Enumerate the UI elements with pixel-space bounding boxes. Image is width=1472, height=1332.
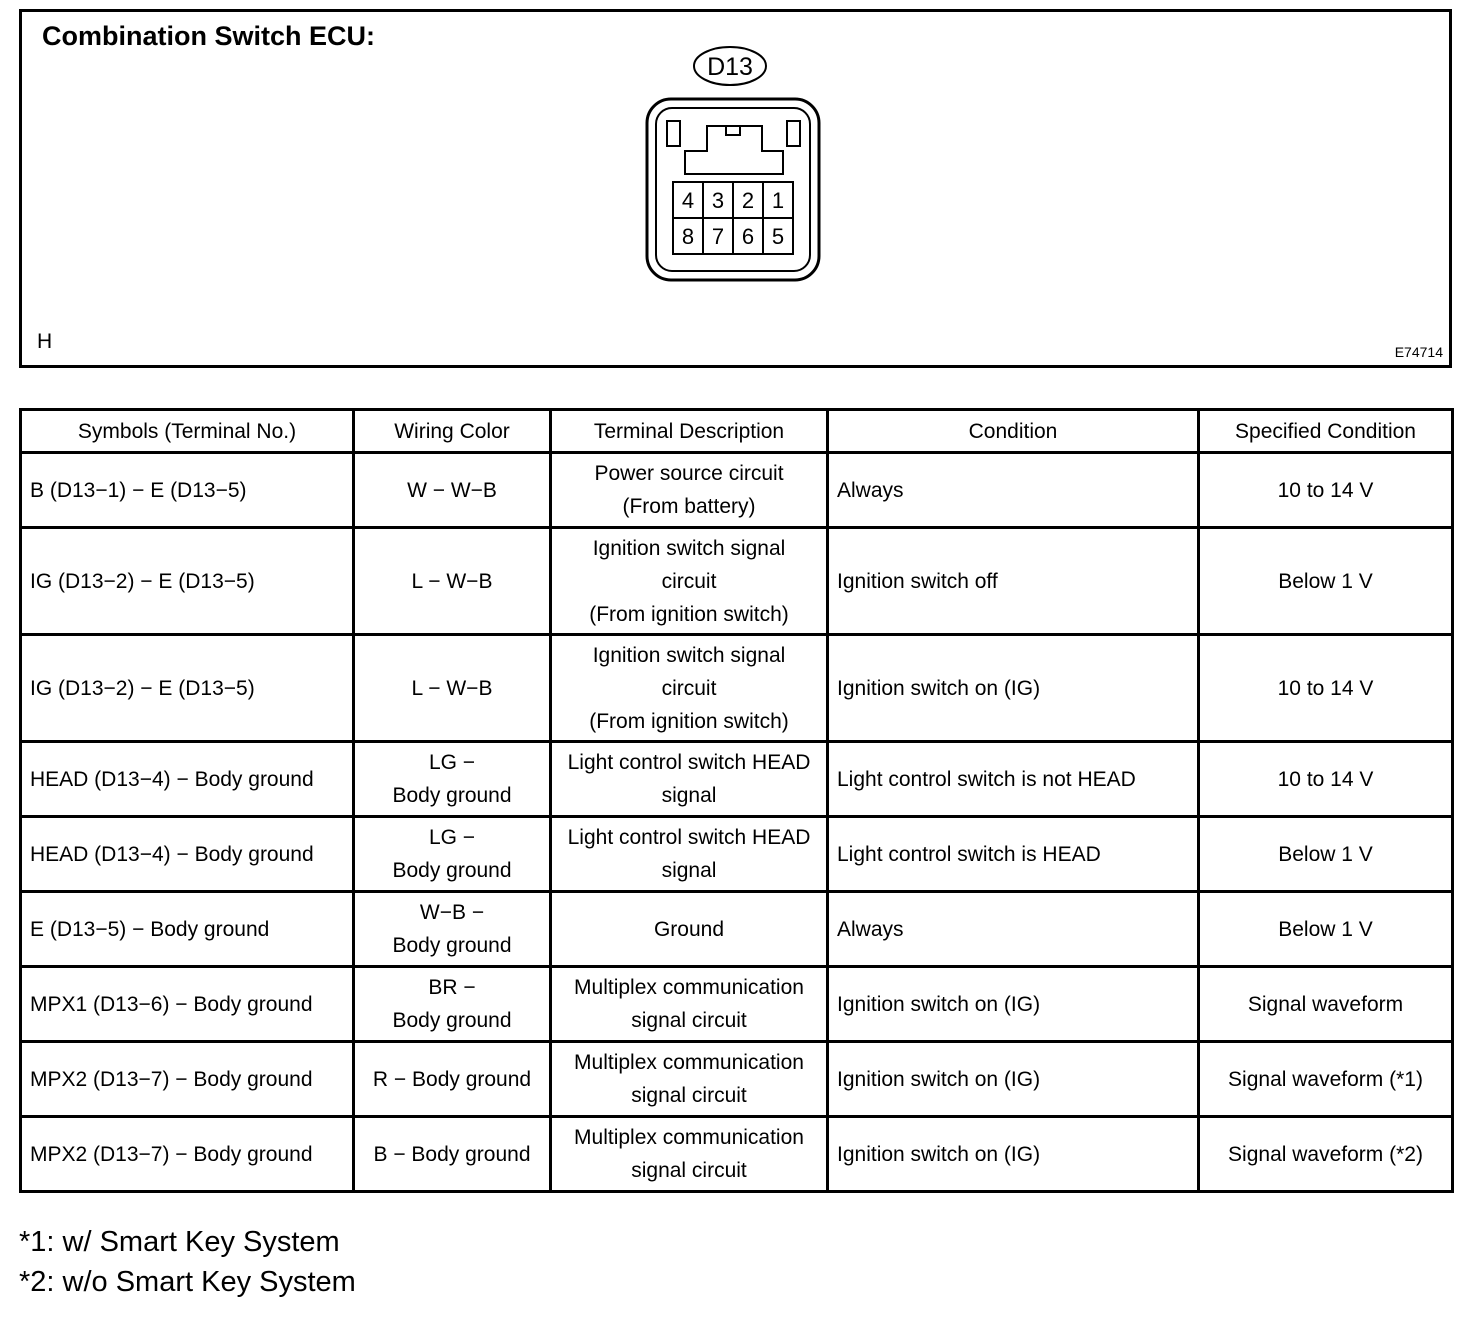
cell-specified-condition: Below 1 V [1199, 528, 1453, 635]
table-header-row [21, 410, 1453, 453]
wiring-line: W − W−B [407, 478, 497, 502]
terminal-number: 1 [771, 188, 785, 213]
cell-specified-condition: Signal waveform (*1) [1199, 1042, 1453, 1117]
table-row [21, 1042, 1453, 1117]
corner-code: H [37, 330, 53, 353]
cell-terminal-description [551, 528, 828, 635]
wiring-line: LG − [428, 826, 476, 849]
table-row [21, 1117, 1453, 1192]
description-line: signal [661, 784, 717, 807]
description-line: signal circuit [631, 1159, 747, 1182]
cell-condition: Ignition switch on (IG) [828, 967, 1199, 1042]
header-specified-condition: Specified Condition [1199, 410, 1453, 453]
cell-condition: Light control switch is not HEAD [828, 742, 1199, 817]
description-line: Ignition switch signal [592, 643, 786, 667]
cell-symbols: MPX2 (D13−7) − Body ground [21, 1117, 354, 1192]
description-line: (From battery) [622, 495, 756, 518]
cell-wiring-color [354, 635, 551, 742]
wiring-line: Body ground [392, 934, 512, 957]
table-body [21, 453, 1453, 1192]
cell-terminal-description [551, 742, 828, 817]
wiring-line: LG − [428, 751, 476, 774]
cell-symbols: HEAD (D13−4) − Body ground [21, 817, 354, 892]
cell-specified-condition: 10 to 14 V [1199, 453, 1453, 528]
description-line: Power source circuit [594, 462, 784, 485]
footnote-2: *2: w/o Smart Key System [19, 1266, 356, 1298]
cell-specified-condition: Below 1 V [1199, 817, 1453, 892]
terminal-number: 7 [711, 224, 725, 249]
terminal-number: 5 [771, 224, 785, 249]
header-wiring-color: Wiring Color [354, 410, 551, 453]
cell-specified-condition: Below 1 V [1199, 892, 1453, 967]
cell-wiring-color [354, 892, 551, 967]
description-line: circuit [661, 676, 717, 700]
table-row [21, 742, 1453, 817]
terminal-number: 6 [741, 224, 755, 249]
cell-wiring-color [354, 1117, 551, 1192]
wiring-line: B − Body ground [373, 1142, 531, 1166]
cell-specified-condition: Signal waveform (*2) [1199, 1117, 1453, 1192]
cell-wiring-color [354, 742, 551, 817]
cell-condition: Ignition switch on (IG) [828, 1117, 1199, 1192]
cell-terminal-description [551, 967, 828, 1042]
cell-condition: Light control switch is HEAD [828, 817, 1199, 892]
terminal-number: 8 [681, 224, 695, 249]
footnote-1: *1: w/ Smart Key System [19, 1226, 340, 1258]
table-row [21, 635, 1453, 742]
description-line: Light control switch HEAD [567, 751, 811, 774]
table-row [21, 528, 1453, 635]
cell-wiring-color [354, 528, 551, 635]
terminal-number: 3 [711, 188, 725, 213]
cell-wiring-color [354, 967, 551, 1042]
wiring-line: L − W−B [411, 676, 493, 700]
wiring-line: L − W−B [411, 569, 493, 593]
terminal-number: 4 [681, 188, 695, 213]
connector-lock-tab [726, 126, 740, 135]
description-line: Multiplex communication [574, 1051, 804, 1074]
cell-wiring-color [354, 453, 551, 528]
cell-terminal-description [551, 1117, 828, 1192]
cell-condition: Ignition switch off [828, 528, 1199, 635]
cell-specified-condition: 10 to 14 V [1199, 635, 1453, 742]
cell-condition: Ignition switch on (IG) [828, 1042, 1199, 1117]
header-condition: Condition [828, 410, 1199, 453]
description-line: signal circuit [631, 1009, 747, 1032]
cell-condition: Always [828, 453, 1199, 528]
cell-specified-condition: 10 to 14 V [1199, 742, 1453, 817]
description-line: Multiplex communication [574, 1126, 804, 1149]
terminal-spec-table [19, 408, 1454, 1193]
figure-code: E74714 [1394, 344, 1443, 360]
wiring-line: W−B − [419, 901, 485, 924]
table-row [21, 892, 1453, 967]
description-line: Multiplex communication [574, 976, 804, 999]
table-row [21, 453, 1453, 528]
table-row [21, 817, 1453, 892]
wiring-line: Body ground [392, 1009, 512, 1032]
wiring-line: R − Body ground [372, 1067, 532, 1091]
header-symbols: Symbols (Terminal No.) [21, 410, 354, 453]
connector-left-slot [667, 121, 680, 146]
description-line: circuit [661, 569, 717, 593]
cell-terminal-description [551, 453, 828, 528]
cell-symbols: MPX2 (D13−7) − Body ground [21, 1042, 354, 1117]
diagram-title: Combination Switch ECU: [42, 21, 375, 51]
wiring-line: Body ground [392, 784, 512, 807]
connector-right-slot [787, 121, 800, 146]
wiring-line: Body ground [392, 859, 512, 882]
description-line: signal [661, 859, 717, 882]
description-line: Light control switch HEAD [567, 826, 811, 849]
cell-terminal-description [551, 892, 828, 967]
cell-symbols: HEAD (D13−4) − Body ground [21, 742, 354, 817]
description-line: (From ignition switch) [589, 709, 789, 733]
wiring-line: BR − [428, 976, 476, 999]
connector-label: D13 [707, 53, 753, 81]
cell-symbols: E (D13−5) − Body ground [21, 892, 354, 967]
cell-wiring-color [354, 1042, 551, 1117]
description-line: (From ignition switch) [589, 602, 789, 626]
cell-symbols: MPX1 (D13−6) − Body ground [21, 967, 354, 1042]
connector-d13-drawing [22, 12, 1449, 365]
cell-symbols: IG (D13−2) − E (D13−5) [21, 635, 354, 742]
connector-diagram [19, 9, 1452, 368]
cell-terminal-description [551, 817, 828, 892]
cell-symbols: IG (D13−2) − E (D13−5) [21, 528, 354, 635]
cell-terminal-description [551, 1042, 828, 1117]
description-line: Ground [653, 917, 725, 941]
terminal-number: 2 [741, 188, 755, 213]
cell-condition: Always [828, 892, 1199, 967]
footnotes [19, 1222, 356, 1302]
table-row [21, 967, 1453, 1042]
cell-symbols: B (D13−1) − E (D13−5) [21, 453, 354, 528]
terminal-grid [673, 182, 793, 254]
cell-terminal-description [551, 635, 828, 742]
cell-wiring-color [354, 817, 551, 892]
cell-condition: Ignition switch on (IG) [828, 635, 1199, 742]
description-line: Ignition switch signal [592, 536, 786, 560]
header-terminal-description: Terminal Description [551, 410, 828, 453]
description-line: signal circuit [631, 1084, 747, 1107]
cell-specified-condition: Signal waveform [1199, 967, 1453, 1042]
